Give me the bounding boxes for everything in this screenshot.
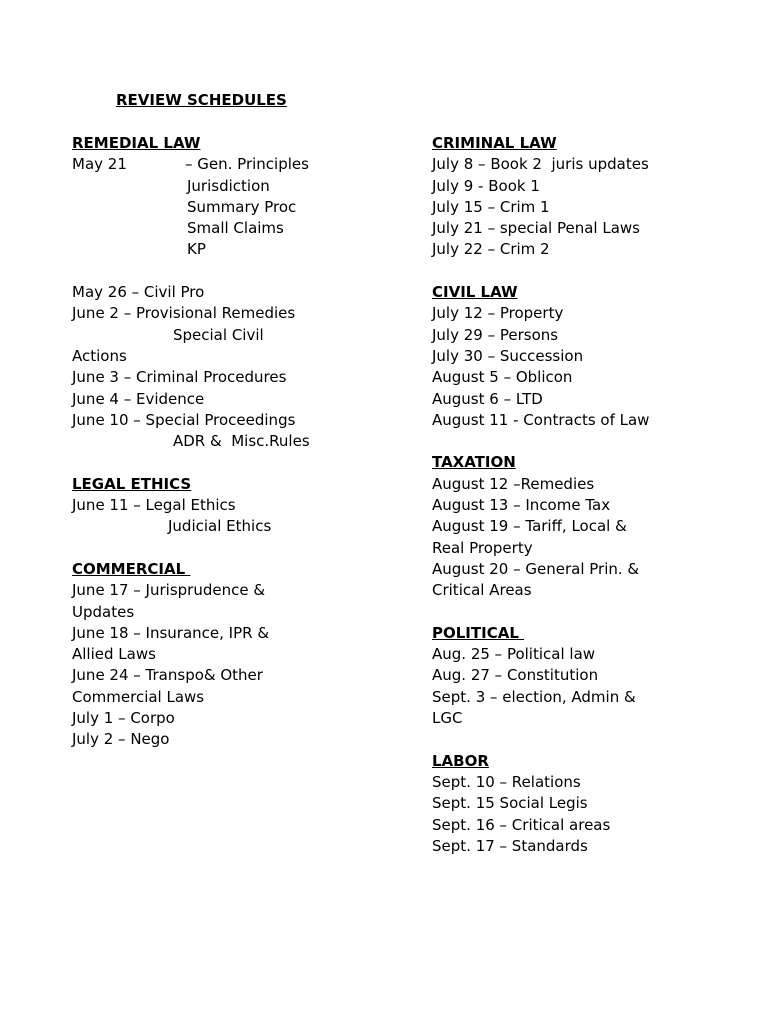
schedule-line: May 26 – Civil Pro <box>72 283 205 302</box>
schedule-topic: – Gen. Principles <box>185 155 309 174</box>
spacer <box>432 261 762 282</box>
spacer <box>72 538 412 559</box>
schedule-line-continuation: Critical Areas <box>432 581 532 600</box>
schedule-subtopic: Jurisdiction <box>187 176 270 195</box>
schedule-line: August 12 –Remedies <box>432 474 595 493</box>
spacer <box>432 431 762 452</box>
schedule-line-continuation: Allied Laws <box>72 645 156 664</box>
schedule-line <box>72 154 412 175</box>
schedule-line-continuation: Actions <box>72 346 127 365</box>
left-column <box>72 133 412 751</box>
schedule-line: June 24 – Transpo& Other <box>72 666 263 685</box>
section-heading-civil-law: CIVIL LAW <box>432 283 518 302</box>
schedule-line: June 4 – Evidence <box>72 389 205 408</box>
schedule-line: July 8 – Book 2 juris updates <box>432 155 649 174</box>
schedule-subtopic: Judicial Ethics <box>168 517 272 536</box>
schedule-line: August 13 – Income Tax <box>432 496 611 515</box>
schedule-line: June 3 – Criminal Procedures <box>72 368 287 387</box>
schedule-line: Sept. 15 Social Legis <box>432 794 588 813</box>
spacer <box>432 602 762 623</box>
schedule-line: June 10 – Special Proceedings <box>72 410 296 429</box>
schedule-line: June 2 – Provisional Remedies <box>72 304 296 323</box>
schedule-line: July 22 – Crim 2 <box>432 240 550 259</box>
schedule-line: July 30 – Succession <box>432 346 584 365</box>
schedule-line: July 2 – Nego <box>72 730 170 749</box>
schedule-line-continuation: LGC <box>432 709 463 728</box>
section-heading-taxation: TAXATION <box>432 453 516 472</box>
schedule-line: July 9 - Book 1 <box>432 176 540 195</box>
spacer <box>72 261 412 282</box>
schedule-subtopic: Small Claims <box>187 219 284 238</box>
schedule-line: July 15 – Crim 1 <box>432 197 550 216</box>
schedule-subtopic: ADR & Misc.Rules <box>173 432 310 451</box>
section-heading-criminal-law: CRIMINAL LAW <box>432 134 557 152</box>
section-heading-remedial-law: REMEDIAL LAW <box>72 134 201 152</box>
schedule-line: June 17 – Jurisprudence & <box>72 581 266 600</box>
schedule-line: Aug. 25 – Political law <box>432 645 596 664</box>
schedule-line: July 29 – Persons <box>432 325 559 344</box>
schedule-date: May 21 <box>72 155 127 174</box>
right-column <box>432 133 762 857</box>
section-heading-legal-ethics: LEGAL ETHICS <box>72 474 192 493</box>
schedule-line: July 12 – Property <box>432 304 564 323</box>
section-heading-commercial: COMMERCIAL <box>72 559 191 578</box>
schedule-line: Sept. 3 – election, Admin & <box>432 687 636 706</box>
schedule-line-continuation: Real Property <box>432 538 533 557</box>
schedule-line: Sept. 10 – Relations <box>432 772 581 791</box>
schedule-subtopic: Summary Proc <box>187 197 297 216</box>
schedule-line: August 6 – LTD <box>432 389 543 408</box>
spacer <box>432 729 762 750</box>
schedule-line: August 5 – Oblicon <box>432 368 573 387</box>
section-heading-labor: LABOR <box>432 751 489 770</box>
schedule-line: Sept. 17 – Standards <box>432 836 588 855</box>
spacer <box>72 452 412 473</box>
schedule-line: July 21 – special Penal Laws <box>432 219 640 238</box>
schedule-line: August 19 – Tariff, Local & <box>432 517 627 536</box>
schedule-subtopic: Special Civil <box>173 325 264 344</box>
section-heading-political: POLITICAL <box>432 623 525 642</box>
schedule-line: June 18 – Insurance, IPR & <box>72 623 270 642</box>
schedule-subtopic: KP <box>187 240 206 259</box>
schedule-line: August 20 – General Prin. & <box>432 559 640 578</box>
schedule-line-continuation: Commercial Laws <box>72 687 205 706</box>
schedule-line: June 11 – Legal Ethics <box>72 496 236 515</box>
document-title: REVIEW SCHEDULES <box>116 91 287 109</box>
schedule-line: Sept. 16 – Critical areas <box>432 815 611 834</box>
schedule-line: Aug. 27 – Constitution <box>432 666 599 685</box>
schedule-line: August 11 - Contracts of Law <box>432 410 650 429</box>
schedule-line-continuation: Updates <box>72 602 135 621</box>
schedule-line: July 1 – Corpo <box>72 709 175 728</box>
